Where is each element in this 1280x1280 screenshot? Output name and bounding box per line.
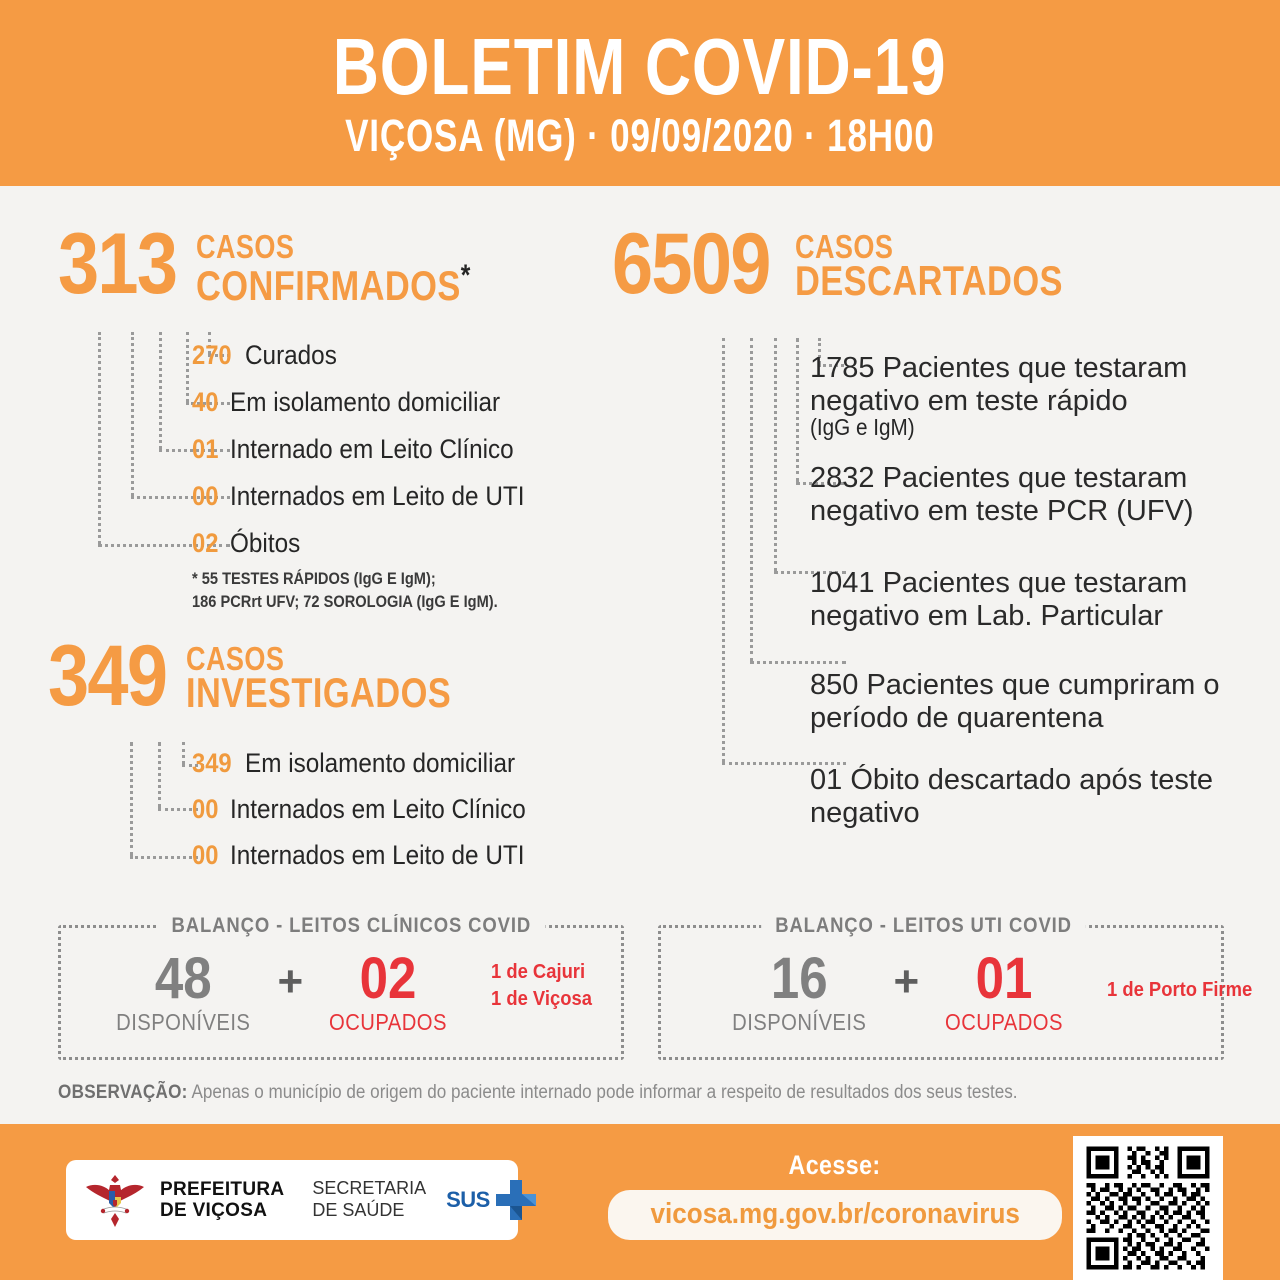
list-item: [810, 764, 1240, 854]
confirmed-label: [195, 228, 471, 310]
beds-clinical-available-value: 48: [154, 946, 212, 1012]
row-label: Internados em Leito de UTI: [229, 840, 525, 870]
beds-clinical-note-line2: 1 de Viçosa: [491, 987, 593, 1010]
row-number: 270: [192, 340, 232, 370]
confirmed-label-line2: CONFIRMADOS*: [195, 259, 471, 310]
beds-icu-occupied-value: 01: [975, 946, 1033, 1012]
footnote-asterisk: *: [460, 259, 471, 293]
beds-clinical-box: [58, 914, 624, 1060]
row-number: 40: [192, 387, 219, 417]
row-label: Internados em Leito de UTI: [229, 481, 525, 511]
qr-code[interactable]: [1073, 1136, 1223, 1280]
investigated-count: 349: [48, 628, 167, 724]
list-item: [192, 528, 557, 568]
beds-icu-available: [723, 946, 875, 1035]
list-item: [192, 387, 557, 434]
investigated-heading: [48, 628, 509, 724]
list-item: [192, 748, 558, 794]
site-url[interactable]: vicosa.mg.gov.br/coronavirus: [650, 1198, 1020, 1230]
beds-clinical-occupied-value: 02: [359, 946, 417, 1012]
row-number: 349: [192, 748, 232, 778]
list-item: [192, 794, 558, 840]
row-label: Em isolamento domiciliar: [229, 387, 500, 417]
discarded-rows: [810, 352, 1240, 854]
beds-clinical-occupied: [321, 946, 455, 1035]
sus-logo: [446, 1177, 539, 1223]
sus-label: SUS: [446, 1187, 490, 1212]
investigated-label-line2: INVESTIGADOS: [185, 669, 451, 717]
list-item: [192, 840, 558, 886]
beds-clinical-available-label: DISPONÍVEIS: [116, 1008, 251, 1035]
investigated-rows: [192, 748, 558, 886]
observation-label: OBSERVAÇÃO:: [58, 1082, 188, 1103]
row-label: Pacientes que testaram negativo em teste rápido: [810, 352, 1188, 417]
row-number: 00: [192, 481, 219, 511]
row-label: Óbitos: [229, 528, 300, 558]
row-label: Internado em Leito Clínico: [229, 434, 514, 464]
footnote-line-1: * 55 TESTES RÁPIDOS (IgG E IgM);: [192, 569, 436, 588]
row-number: 00: [192, 794, 219, 824]
discarded-label: [795, 228, 1064, 305]
list-item: [810, 352, 1240, 462]
beds-clinical-available: [107, 946, 259, 1035]
beds-clinical-occupied-label: OCUPADOS: [329, 1008, 448, 1035]
investigated-label-line1: CASOS: [185, 640, 284, 677]
prefeitura-label: [160, 1179, 284, 1222]
beds-icu-box: [658, 914, 1253, 1060]
row-number: 01: [192, 434, 219, 464]
confirmed-heading: [58, 216, 531, 312]
beds-icu-note: [1107, 977, 1252, 1004]
discarded-label-line2: DESCARTADOS: [795, 257, 1064, 305]
row-number: 1785: [810, 352, 875, 384]
row-label: Pacientes que testaram negativo em Lab. Particular: [810, 567, 1188, 632]
discarded-label-line1: CASOS: [795, 228, 894, 265]
plus-sign: +: [277, 956, 304, 1006]
row-label: Pacientes que cumpriram o período de quarentena: [810, 669, 1220, 734]
beds-icu-available-value: 16: [770, 946, 828, 1012]
beds-clinical-title: BALANÇO - LEITOS CLÍNICOS COVID: [157, 914, 545, 938]
secretaria-line1: SECRETARIA: [312, 1178, 427, 1199]
list-item: [192, 434, 557, 481]
row-number: 1041: [810, 567, 875, 599]
prefeitura-line1: PREFEITURA: [160, 1178, 285, 1200]
discarded-count: 6509: [612, 216, 770, 312]
list-item: [192, 481, 557, 528]
acesse-label: Acesse:: [788, 1150, 882, 1180]
row-label: Óbito descartado após teste negativo: [810, 764, 1214, 829]
row-number: 850: [810, 669, 859, 701]
investigated-label: [185, 640, 451, 717]
beds-icu-occupied-label: OCUPADOS: [945, 1008, 1064, 1035]
observation-note: [58, 1082, 1120, 1105]
row-number: 02: [192, 528, 219, 558]
footnote-line-2: 186 PCRrt UFV; 72 SOROLOGIA (IgG E IgM).: [192, 591, 498, 611]
confirmed-label-line1: CASOS: [195, 228, 294, 265]
acesse-block: [600, 1150, 1070, 1240]
beds-icu-available-label: DISPONÍVEIS: [732, 1008, 867, 1035]
row-number: 2832: [810, 462, 875, 494]
prefeitura-line2: DE VIÇOSA: [160, 1200, 268, 1221]
page-title: BOLETIM COVID-19: [333, 21, 947, 111]
row-number: 00: [192, 840, 219, 870]
page-subtitle: VIÇOSA (MG) · 09/09/2020 · 18H00: [345, 109, 935, 161]
list-item: 270 Curados: [192, 340, 337, 370]
beds-icu-title: BALANÇO - LEITOS UTI COVID: [761, 914, 1086, 938]
beds-clinical-note: [491, 959, 592, 1013]
beds-icu-note-line1: 1 de Porto Firme: [1107, 979, 1253, 1001]
list-item: [810, 462, 1240, 567]
sus-cross-icon: [493, 1177, 539, 1223]
row-label: Em isolamento domiciliar: [244, 748, 515, 778]
secretaria-line2: DE SAÚDE: [312, 1200, 405, 1220]
row-sublabel: (IgG e IgM): [810, 414, 915, 440]
plus-sign: +: [893, 956, 920, 1006]
row-number: 01: [810, 764, 843, 796]
row-label: Pacientes que testaram negativo em teste PCR (UFV): [810, 462, 1194, 527]
beds-clinical-note-line1: 1 de Cajuri: [491, 960, 586, 983]
logo-bar: [66, 1160, 518, 1240]
confirmed-count: 313: [58, 216, 177, 312]
url-pill[interactable]: [608, 1190, 1062, 1240]
row-label: Internados em Leito Clínico: [229, 794, 526, 824]
list-item: [810, 669, 1240, 764]
vicosa-coat-of-arms-icon: [84, 1171, 146, 1229]
beds-icu-occupied: [937, 946, 1071, 1035]
list-item: [810, 567, 1240, 669]
row-label: [237, 340, 244, 371]
page-header: [0, 0, 1280, 186]
secretaria-label: [312, 1178, 426, 1221]
confirmed-rows: [192, 340, 557, 568]
qr-code-image[interactable]: [1079, 1142, 1217, 1274]
discarded-heading: [612, 216, 1122, 312]
observation-text: Apenas o município de origem do paciente internado pode informar a respeito de resultados dos seus testes.: [187, 1082, 1018, 1103]
confirmed-footnote: [192, 568, 498, 614]
